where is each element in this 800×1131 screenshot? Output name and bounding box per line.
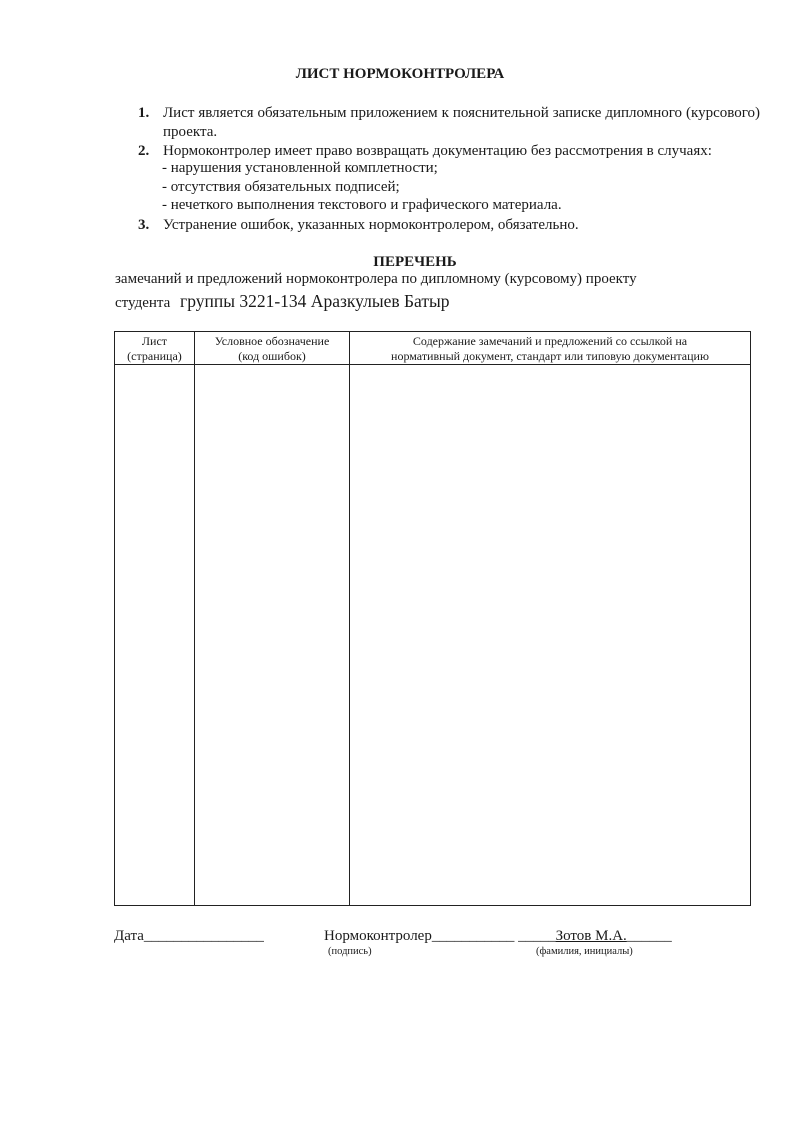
rule-text: Лист является обязательным приложением к пояснительной записке дипломного (курсового) проекта. (163, 105, 760, 140)
controller-field (324, 928, 672, 945)
date-field (114, 928, 264, 945)
date-line: ________________ (143, 928, 264, 944)
list-description: замечаний и предложений нормоконтролера по дипломному (курсовому) проекту (115, 271, 637, 287)
case-item: - отсутствия обязательных подписей; (162, 179, 400, 195)
student-line (115, 291, 450, 312)
case-item: - нечеткого выполнения текстового и графического материала. (162, 197, 562, 213)
table-column-divider (349, 332, 350, 905)
rule-item-3 (138, 216, 760, 235)
date-label: Дата (114, 928, 144, 944)
name-prefix-line: _____ (518, 928, 556, 944)
table-header-content: Содержание замечаний и предложений со ссылкой на нормативный документ, стандарт или типовую документацию (391, 334, 709, 363)
student-label: студента (115, 295, 171, 311)
table-column-divider (194, 332, 195, 905)
controller-name: Зотов М.А. (555, 928, 627, 944)
document-title: ЛИСТ НОРМОКОНТРОЛЕРА (295, 66, 505, 82)
remarks-table (114, 331, 751, 906)
name-suffix-line: ______ (626, 928, 672, 944)
table-header-divider (115, 364, 750, 365)
case-item: - нарушения установленной комплетности; (162, 160, 438, 176)
list-title: ПЕРЕЧЕНЬ (373, 254, 457, 270)
student-value: группы 3221-134 Аразкулыев Батыр (180, 291, 450, 311)
table-header-code: Условное обозначение (код ошибок) (214, 334, 330, 363)
rule-text: Устранение ошибок, указанных нормоконтролером, обязательно. (163, 217, 579, 233)
rule-number: 3. (138, 217, 150, 233)
rule-number: 1. (138, 105, 150, 121)
signature-caption: (подпись) (328, 946, 372, 957)
rule-text: Нормоконтролер имеет право возвращать документацию без рассмотрения в случаях: (163, 143, 712, 159)
signature-line: ___________ (431, 928, 515, 944)
rule-item-2 (138, 142, 760, 161)
rule-item-1 (138, 104, 760, 142)
name-caption: (фамилия, инициалы) (536, 946, 633, 957)
controller-label: Нормоконтролер (324, 928, 432, 944)
rule-number: 2. (138, 143, 150, 159)
table-header-page: Лист (страница) (127, 334, 182, 363)
